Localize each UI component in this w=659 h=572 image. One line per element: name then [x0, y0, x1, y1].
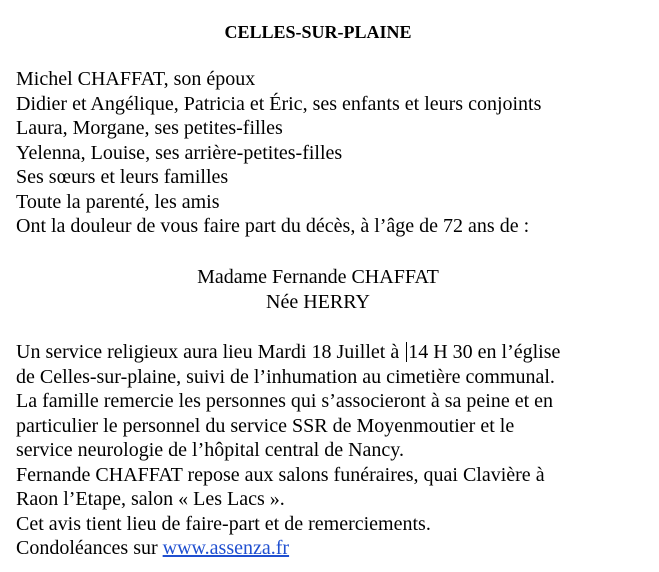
page-title: CELLES-SUR-PLAINE: [224, 22, 412, 42]
condolences-line: [16, 536, 646, 561]
deceased-block: [0, 265, 636, 315]
family-line-children: Didier et Angélique, Patricia et Éric, ses enfants et leurs conjoints: [16, 92, 542, 115]
website-link[interactable]: www.assenza.fr: [162, 537, 290, 559]
burial-line: de Celles-sur-plaine, suivi de l’inhumation au cimetière communal.: [16, 365, 555, 388]
thanks-hospital-line: service neurologie de l’hôpital central de Nancy.: [16, 439, 404, 461]
service-text-start: Un service religieux aura lieu Mardi 18 Juillet à: [16, 341, 405, 363]
family-line-spouse: Michel CHAFFAT, son époux: [16, 68, 256, 90]
deceased-name: Madame Fernande CHAFFAT: [197, 266, 439, 288]
service-text-end: 14 H 30 en l’église: [408, 341, 561, 363]
thanks-line: La famille remercie les personnes qui s’associeront à sa peine et en: [16, 390, 554, 412]
announcement-text[interactable]: [16, 340, 646, 561]
family-line-granddaughters: Laura, Morgane, ses petites-filles: [16, 117, 283, 139]
family-list: [16, 67, 646, 239]
death-announcement-line: Ont la douleur de vous faire part du décès, à l’âge de 72 ans de :: [16, 215, 530, 237]
thanks-staff-line: particulier le personnel du service SSR de Moyenmoutier et le: [16, 414, 515, 437]
funeral-salon-line: Raon l’Etape, salon « Les Lacs ».: [16, 488, 285, 510]
funeral-home-line: Fernande CHAFFAT repose aux salons funéraires, quai Clavière à: [16, 463, 545, 486]
notice-line: Cet avis tient lieu de faire-part et de remerciements.: [16, 512, 431, 535]
family-line-great-granddaughters: Yelenna, Louise, ses arrière-petites-filles: [16, 141, 343, 164]
family-line-relatives: Toute la parenté, les amis: [16, 190, 220, 213]
deceased-maiden-name: Née HERRY: [266, 291, 370, 313]
service-line: [16, 340, 646, 365]
condolences-label: Condoléances sur: [16, 537, 163, 559]
family-line-sisters: Ses sœurs et leurs familles: [16, 166, 229, 188]
